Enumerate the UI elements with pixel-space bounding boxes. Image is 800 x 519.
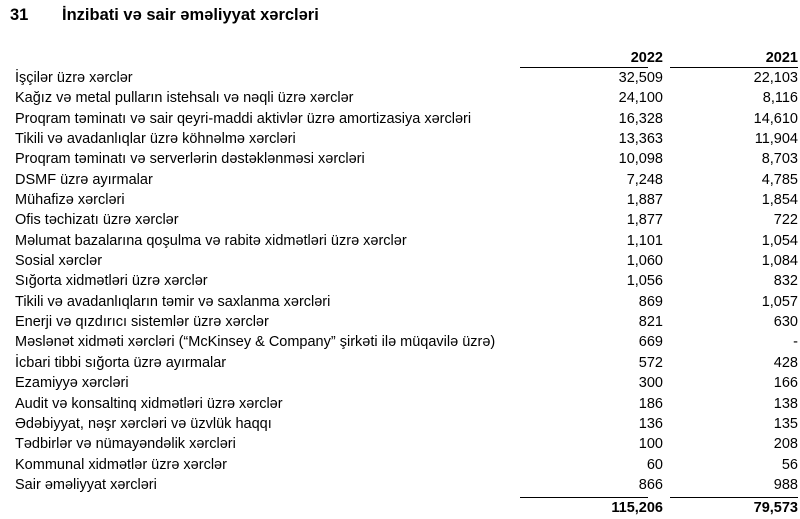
table-row <box>15 332 798 352</box>
value-2022: 821 <box>638 314 663 331</box>
table-row <box>15 353 798 373</box>
table-row <box>15 109 798 129</box>
value-2021: 138 <box>773 395 798 412</box>
row-label: Proqram təminatı və serverlərin dəstəklənməsi xərcləri <box>15 151 365 168</box>
value-2022: 32,509 <box>618 70 663 86</box>
note-number: 31 <box>10 6 29 24</box>
value-2021: 1,057 <box>761 293 798 310</box>
row-label: Tikili və avadanlıqlar üzrə köhnəlmə xərcləri <box>15 131 296 148</box>
expenses-table <box>15 48 798 519</box>
value-2021: 56 <box>781 456 798 473</box>
table-row <box>15 210 798 230</box>
value-2021: 832 <box>773 273 798 290</box>
note-heading <box>10 6 319 25</box>
row-label: Ədəbiyyat, nəşr xərcləri və üzvlük haqqı <box>15 415 272 432</box>
value-2021: 630 <box>773 314 798 331</box>
table-row <box>15 292 798 312</box>
value-2022: 186 <box>638 395 663 412</box>
row-label: Sair əməliyyat xərcləri <box>15 476 157 493</box>
table-body <box>15 68 798 495</box>
row-label: Sosial xərclər <box>15 253 103 270</box>
value-2022: 24,100 <box>618 90 663 107</box>
value-2021: 166 <box>773 375 798 392</box>
value-2022: 13,363 <box>618 131 663 148</box>
table-row <box>15 394 798 414</box>
value-2022: 1,056 <box>626 273 663 290</box>
value-2021: 8,116 <box>762 90 798 107</box>
table-row <box>15 190 798 210</box>
table-row <box>15 149 798 169</box>
value-2022: 100 <box>638 436 663 453</box>
table-row <box>15 129 798 149</box>
table-row <box>15 312 798 332</box>
value-2021: 22,103 <box>753 70 798 86</box>
value-2021: 988 <box>773 476 798 493</box>
value-2022: 572 <box>638 354 663 371</box>
row-label: Proqram təminatı və sair qeyri-maddi aktivlər üzrə amortizasiya xərcləri <box>15 110 472 127</box>
table-row <box>15 231 798 251</box>
value-2022: 16,328 <box>618 110 663 127</box>
row-label: Ofis təchizatı üzrə xərclər <box>15 212 179 229</box>
table-row <box>15 414 798 434</box>
value-2021: 4,785 <box>761 171 798 188</box>
value-2021: 11,904 <box>754 131 798 148</box>
value-2022: 7,248 <box>626 171 663 188</box>
value-2022: 136 <box>638 415 663 432</box>
row-label: DSMF üzrə ayırmalar <box>15 171 153 188</box>
value-2021: 1,054 <box>761 232 798 249</box>
value-2022: 669 <box>638 334 663 351</box>
table-row <box>15 68 798 88</box>
row-label: İcbari tibbi sığorta üzrə ayırmalar <box>15 354 227 371</box>
value-2021: - <box>793 334 798 351</box>
value-2022: 866 <box>638 476 663 493</box>
value-2022: 1,877 <box>626 212 663 229</box>
table-header-row <box>15 48 798 68</box>
total-row <box>15 498 798 518</box>
value-2022: 1,887 <box>626 192 663 209</box>
column-header-2022: 2022 <box>630 50 663 66</box>
row-label: Məlumat bazalarına qoşulma və rabitə xidmətləri üzrə xərclər <box>15 232 407 249</box>
row-label: Kommunal xidmətlər üzrə xərclər <box>15 456 227 473</box>
value-2021: 1,084 <box>761 253 798 270</box>
row-label: İşçilər üzrə xərclər <box>15 70 133 86</box>
row-label: Tədbirlər və nümayəndəlik xərcləri <box>15 436 236 453</box>
row-label: Tikili və avadanlıqların təmir və saxlanma xərcləri <box>15 293 331 310</box>
value-2022: 1,060 <box>626 253 663 270</box>
total-2022: 115,206 <box>611 500 663 517</box>
value-2021: 135 <box>773 415 798 432</box>
value-2022: 60 <box>646 456 663 473</box>
value-2021: 1,854 <box>761 192 798 209</box>
row-label: Sığorta xidmətləri üzrə xərclər <box>15 273 208 290</box>
value-2022: 300 <box>638 375 663 392</box>
row-label: Enerji və qızdırıcı sistemlər üzrə xərclər <box>15 314 269 331</box>
table-row <box>15 251 798 271</box>
value-2022: 869 <box>638 293 663 310</box>
table-row <box>15 88 798 108</box>
table-row <box>15 373 798 393</box>
table-row <box>15 271 798 291</box>
value-2021: 8,703 <box>761 151 798 168</box>
value-2022: 10,098 <box>618 151 663 168</box>
value-2021: 14,610 <box>753 110 798 127</box>
table-row <box>15 434 798 454</box>
value-2021: 428 <box>773 354 798 371</box>
table-row <box>15 455 798 475</box>
total-2021: 79,573 <box>753 500 798 517</box>
row-label: Audit və konsaltinq xidmətləri üzrə xərclər <box>15 395 283 412</box>
note-title: İnzibati və sair əməliyyat xərcləri <box>62 6 319 24</box>
value-2021: 722 <box>773 212 798 229</box>
row-label: Məslənət xidməti xərcləri (“McKinsey & Company” şirkəti ilə müqavilə üzrə) <box>15 334 496 351</box>
value-2021: 208 <box>773 436 798 453</box>
column-header-2021: 2021 <box>765 50 798 66</box>
row-label: Kağız və metal pulların istehsalı və nəqli üzrə xərclər <box>15 90 354 107</box>
row-label: Ezamiyyə xərcləri <box>15 375 129 392</box>
table-row <box>15 170 798 190</box>
value-2022: 1,101 <box>626 232 663 249</box>
table-row <box>15 475 798 495</box>
row-label: Mühafizə xərcləri <box>15 192 125 209</box>
